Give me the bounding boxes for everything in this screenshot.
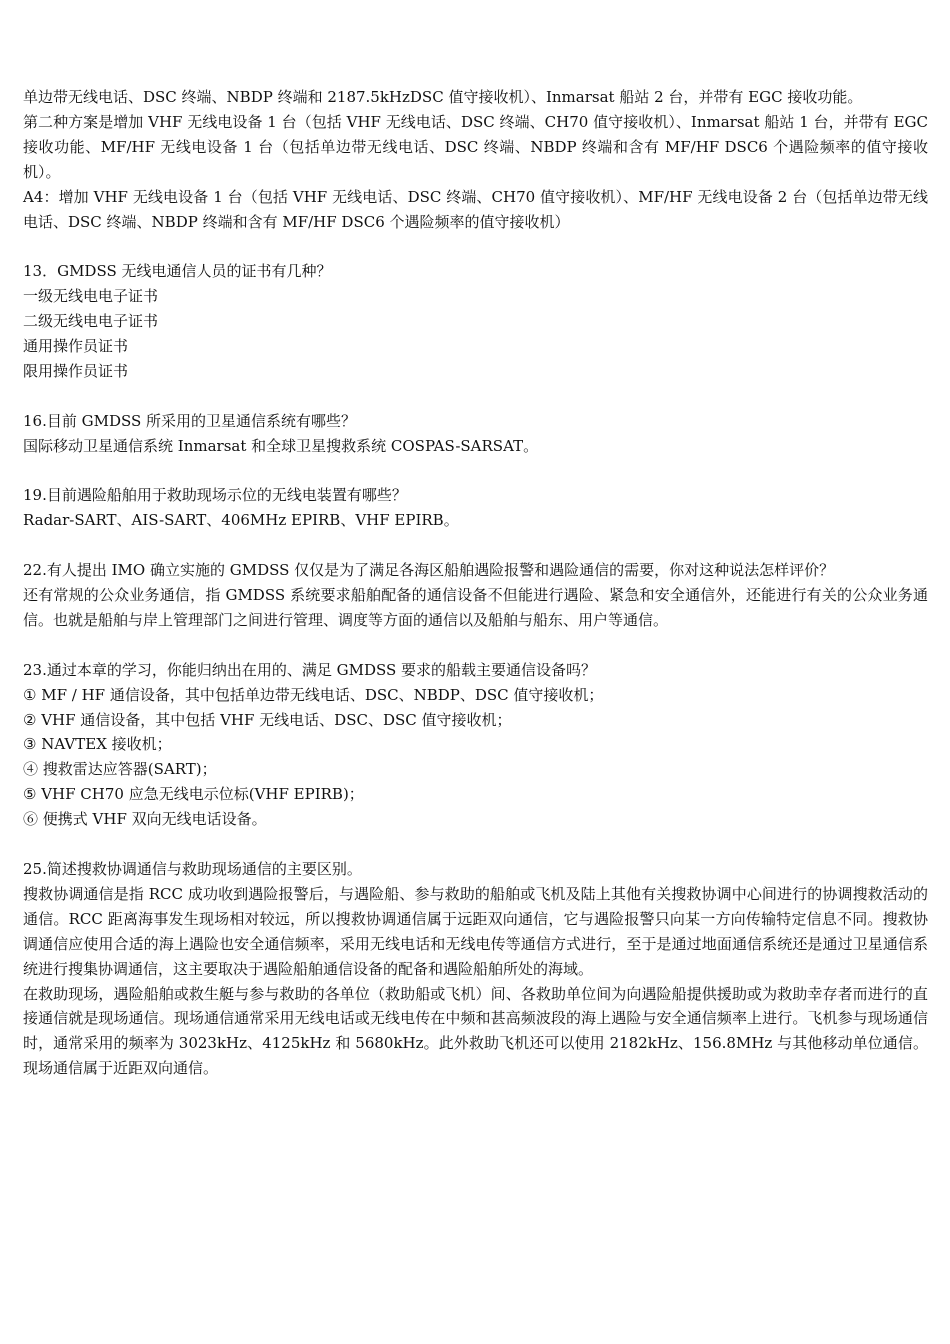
blank-line [23, 234, 928, 259]
list-item: ③ NAVTEX 接收机； [23, 735, 172, 754]
answer-line: 国际移动卫星通信系统 Inmarsat 和全球卫星搜救系统 COSPAS-SARSAT。 [23, 436, 539, 455]
list-item: ⑥ 便携式 VHF 双向无线电话设备。 [23, 810, 267, 829]
question-19: 19.目前遇险船舶用于救助现场示位的无线电装置有哪些？ [23, 486, 407, 505]
question-22: 22.有人提出 IMO 确立实施的 GMDSS 仅仅是为了满足各海区船舶遇险报警和遇险通信的需要，你对这种说法怎样评价？ [23, 561, 835, 580]
paragraph: A4：增加 VHF 无线电设备 1 台（包括 VHF 无线电话、DSC 终端、CH70 值守接收机）、MF/HF 无线电设备 2 台（包括单边带无线电话、DSC 终端、NBDP 终端和含有 MF/HF DSC6 个遇险频率的值守接收机） [23, 187, 928, 231]
answer-line: 限用操作员证书 [23, 361, 129, 380]
blank-line [23, 384, 928, 409]
question-25: 25.简述搜救协调通信与救助现场通信的主要区别。 [23, 860, 362, 878]
answer-line: 通用操作员证书 [23, 337, 129, 356]
answer-line: 二级无线电电子证书 [23, 312, 159, 331]
list-item: ① MF / HF 通信设备，其中包括单边带无线电话、DSC、NBDP、DSC 值守接收机； [23, 685, 604, 704]
answer-line: Radar-SART、AIS-SART、406MHz EPIRB、VHF EPIRB。 [23, 511, 459, 530]
question-16: 16.目前 GMDSS 所采用的卫星通信系统有哪些？ [23, 411, 357, 430]
answer-paragraph: 还有常规的公众业务通信，指 GMDSS 系统要求船舶配备的通信设备不但能进行遇险、紧急和安全通信外，还能进行有关的公众业务通信。也就是船舶与岸上管理部门之间进行管理、调度等方面的通信以及船舶与船东、用户等通信。 [23, 586, 928, 629]
question-13: 13．GMDSS 无线电通信人员的证书有几种？ [23, 262, 332, 281]
blank-line [23, 533, 928, 558]
paragraph: 第二种方案是增加 VHF 无线电设备 1 台（包括 VHF 无线电话、DSC 终端、CH70 值守接收机）、Inmarsat 船站 1 台，并带有 EGC 接收功能、MF/HF 无线电设备 1 台（包括单边带无线电话、DSC 终端、NBDP 终端和含有 MF/HF DSC6 个遇险频率的值守接收机）。 [23, 112, 928, 181]
blank-line [23, 633, 928, 658]
list-item: ② VHF 通信设备，其中包括 VHF 无线电话、DSC、DSC 值守接收机； [23, 710, 512, 729]
answer-line: 一级无线电电子证书 [23, 287, 159, 306]
paragraph-line: 单边带无线电话、DSC 终端、NBDP 终端和 2187.5kHzDSC 值守接收机）、Inmarsat 船站 2 台，并带有 EGC 接收功能。 [23, 88, 863, 106]
list-item: ④ 搜救雷达应答器(SART)； [23, 760, 217, 779]
answer-paragraph: 搜救协调通信是指 RCC 成功收到遇险报警后，与遇险船、参与救助的船舶或飞机及陆上其他有关搜救协调中心间进行的协调搜救活动的通信。RCC 距离海事发生现场相对较远，所以搜救协调通信属于远距双向通信，它与遇险报警只向某一方向传输特定信息不同。搜救协调通信应使用合适的海上遇险也安全通信频率，采用无线电话和无线电传等通信方式进行，至于是通过地面通信系统还是通过卫星通信系统进行搜集协调通信，这主要取决于遇险船舶通信设备的配备和遇险船舶所处的海域。 [23, 884, 928, 978]
list-item: ⑤ VHF CH70 应急无线电示位标(VHF EPIRB)； [23, 785, 364, 804]
blank-line [23, 832, 928, 857]
blank-line [23, 459, 928, 484]
question-23: 23.通过本章的学习，你能归纳出在用的、满足 GMDSS 要求的船载主要通信设备吗？ [23, 660, 597, 679]
answer-paragraph: 在救助现场，遇险船舶或救生艇与参与救助的各单位（救助船或飞机）间、各救助单位间为向遇险船提供援助或为救助幸存者而进行的直接通信就是现场通信。现场通信通常采用无线电话或无线电传在中频和甚高频波段的海上遇险与安全通信频率上进行。飞机参与现场通信时，通常采用的频率为 3023kHz、4125kHz 和 5680kHz。此外救助飞机还可以使用 2182kHz、156.8MHz 与其他移动单位通信。现场通信属于近距双向通信。 [23, 984, 928, 1078]
document-page [23, 85, 928, 1081]
